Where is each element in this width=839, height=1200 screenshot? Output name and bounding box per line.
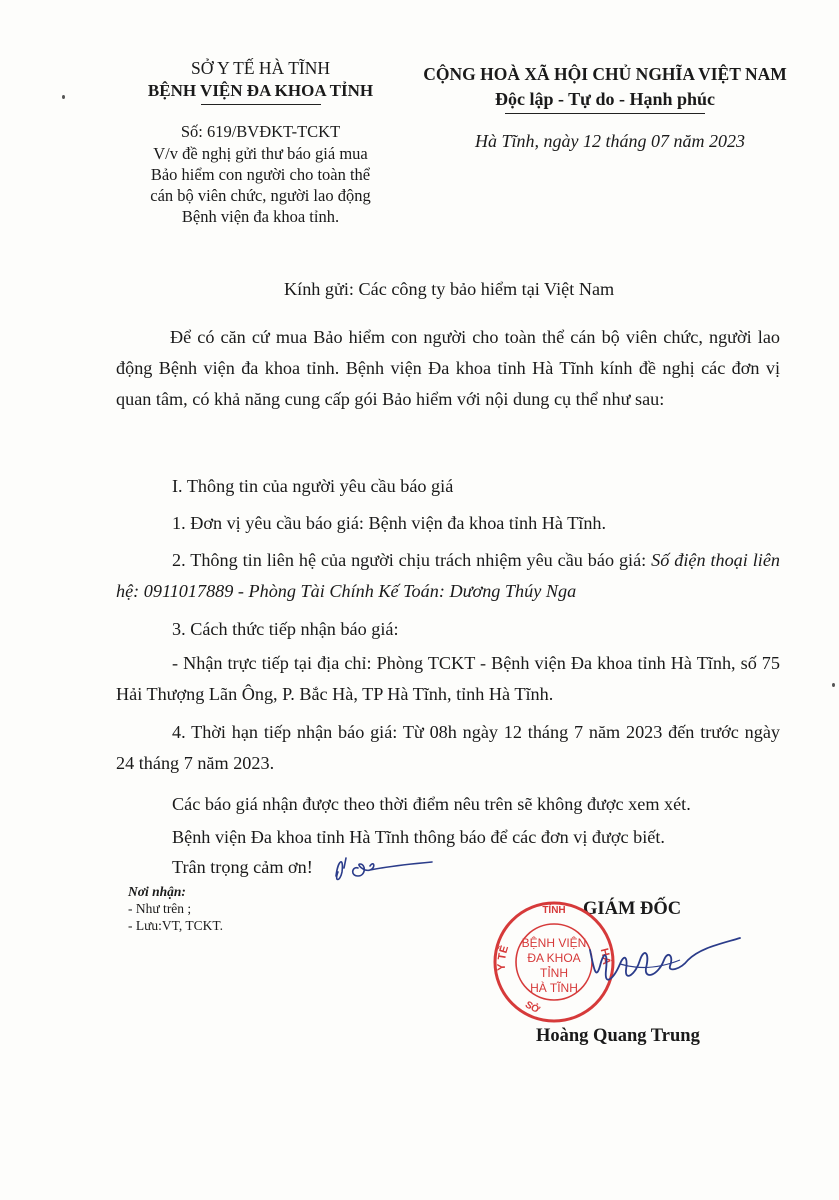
motto: Độc lập - Tự do - Hạnh phúc bbox=[494, 89, 716, 109]
scan-speck bbox=[62, 95, 65, 99]
stamp-center-line: BỆNH VIỆN bbox=[521, 936, 587, 950]
recipient-item: - Như trên ; bbox=[128, 901, 192, 916]
hospital-name: BỆNH VIỆN ĐA KHOA TỈNH bbox=[147, 81, 374, 100]
note-line: Các báo giá nhận được theo thời điểm nêu trên sẽ không được xem xét. bbox=[172, 794, 691, 814]
item-2 bbox=[116, 545, 780, 607]
hospital-name-underline bbox=[201, 104, 321, 105]
agency-name: SỞ Y TẾ HÀ TĨNH bbox=[190, 58, 331, 78]
director-signature bbox=[580, 930, 750, 1000]
section-1-heading: I. Thông tin của người yêu cầu báo giá bbox=[172, 476, 454, 496]
signatory-title: GIÁM ĐỐC bbox=[583, 899, 682, 919]
scan-speck bbox=[832, 683, 835, 687]
stamp-ring-left: Y TẾ bbox=[495, 944, 512, 972]
signatory-name: Hoàng Quang Trung bbox=[536, 1026, 700, 1046]
stamp-center-line: TỈNH bbox=[540, 966, 568, 980]
subject-line: V/v đề nghị gửi thư báo giá mua bbox=[153, 144, 368, 163]
recipients-title: Nơi nhận: bbox=[128, 884, 186, 899]
header-left bbox=[128, 56, 393, 105]
document-date: Hà Tĩnh, ngày 12 tháng 07 năm 2023 bbox=[475, 131, 745, 151]
stamp-ring-top: TỈNH bbox=[542, 905, 566, 916]
document-number: Số: 619/BVĐKT-TCKT bbox=[180, 122, 341, 141]
item-2-label: 2. Thông tin liên hệ của người chịu trách nhiệm yêu cầu báo giá: bbox=[172, 550, 652, 570]
initials-signature bbox=[330, 846, 440, 891]
item-4: 4. Thời hạn tiếp nhận báo giá: Từ 08h ngày 12 tháng 7 năm 2023 đến trước ngày 24 tháng 7 năm 2023. bbox=[116, 722, 780, 773]
item-2-contact: Số điện thoại liên hệ: 0911017889 - Phòng Tài Chính Kế Toán: Dương Thúy Nga bbox=[116, 550, 780, 601]
stamp-center-line: ĐA KHOA bbox=[527, 951, 581, 965]
country-name: CỘNG HOÀ XÃ HỘI CHỦ NGHĨA VIỆT NAM bbox=[423, 64, 787, 84]
motto-underline bbox=[505, 113, 705, 114]
intro-paragraph: Để có căn cứ mua Bảo hiểm con người cho toàn thể cán bộ viên chức, người lao động Bệnh viện đa khoa tỉnh. Bệnh viện Đa khoa tỉnh Hà Tĩnh kính đề nghị các đơn vị quan tâm, có khả năng cung cấp gói Bảo hiểm với nội dung cụ thể như sau: bbox=[116, 327, 780, 409]
item-3: 3. Cách thức tiếp nhận báo giá: bbox=[172, 619, 399, 639]
recipient-item: - Lưu:VT, TCKT. bbox=[128, 918, 224, 933]
document-subject bbox=[128, 143, 393, 227]
subject-line: cán bộ viên chức, người lao động bbox=[150, 186, 371, 205]
item-1: 1. Đơn vị yêu cầu báo giá: Bệnh viện đa khoa tỉnh Hà Tĩnh. bbox=[172, 513, 607, 533]
closing-line: Trân trọng cảm ơn! bbox=[172, 857, 313, 877]
stamp-ring-bottom: SỞ bbox=[522, 999, 542, 1017]
notice-line: Bệnh viện Đa khoa tỉnh Hà Tĩnh thông báo để các đơn vị được biết. bbox=[172, 827, 665, 847]
stamp-center-line: HÀ TĨNH bbox=[530, 981, 578, 995]
recipient-line: Kính gửi: Các công ty bảo hiểm tại Việt Nam bbox=[284, 279, 615, 299]
subject-line: Bảo hiểm con người cho toàn thể bbox=[150, 165, 371, 184]
header-right bbox=[395, 62, 815, 114]
item-3-detail: - Nhận trực tiếp tại địa chỉ: Phòng TCKT - Bệnh viện Đa khoa tỉnh Hà Tĩnh, số 75 Hải Thượng Lãn Ông, P. Bắc Hà, TP Hà Tĩnh, tỉnh Hà Tĩnh. bbox=[116, 653, 780, 704]
recipients-block bbox=[128, 883, 223, 934]
stamp-ring-right: HÀ bbox=[597, 947, 613, 966]
subject-line: Bệnh viện đa khoa tỉnh. bbox=[181, 207, 340, 226]
